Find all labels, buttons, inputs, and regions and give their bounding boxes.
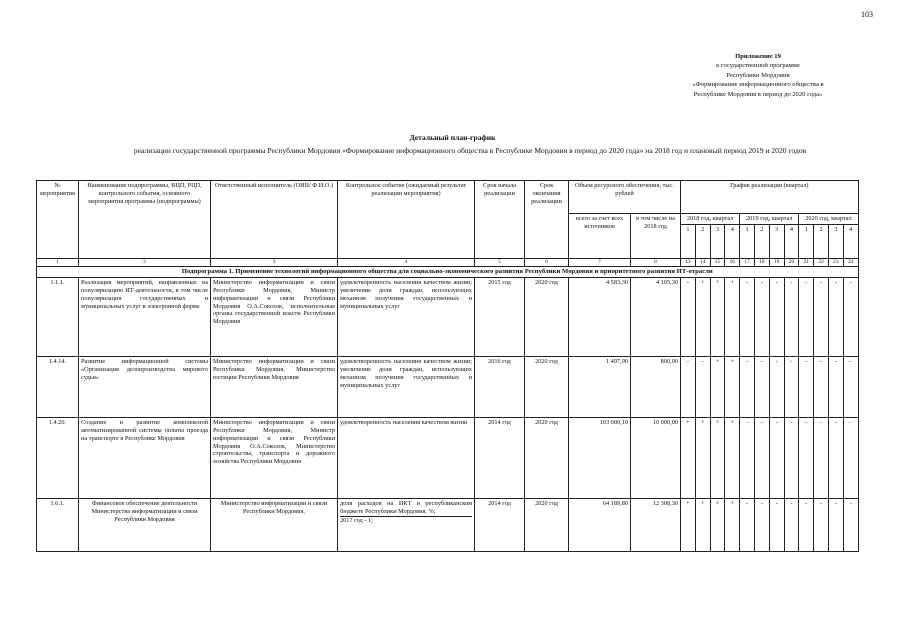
row-total: 64 189,80 xyxy=(569,498,631,551)
quarter-mark: + xyxy=(710,417,725,498)
quarter-mark: - xyxy=(740,356,755,417)
appendix-title: Приложение 19 xyxy=(735,53,781,60)
quarter-mark: - xyxy=(784,417,799,498)
header-start: Срок начала реализации xyxy=(475,181,525,259)
row-event: удовлетворенность населения качеством жизни; увеличение доли граждан, использующих механизм получения государственных и муниципальных услуг xyxy=(338,277,475,356)
quarter-mark: - xyxy=(799,356,814,417)
quarter-mark: - xyxy=(740,277,755,356)
quarter-mark: - xyxy=(843,498,858,551)
quarter-label: 4 xyxy=(784,224,799,258)
header-end: Срок окончания реализации xyxy=(525,181,569,259)
page-number: 103 xyxy=(861,10,873,19)
header-row xyxy=(37,181,859,214)
quarter-mark: - xyxy=(828,417,843,498)
quarter-mark: - xyxy=(814,356,829,417)
column-number: 20 xyxy=(784,258,799,266)
column-number: 15 xyxy=(710,258,725,266)
quarter-mark: + xyxy=(725,277,740,356)
row-2018: 10 000,00 xyxy=(631,417,681,498)
header-year-2020: 2020 год, квартал xyxy=(799,214,858,225)
quarter-mark: - xyxy=(843,417,858,498)
plan-table xyxy=(36,180,859,552)
quarter-mark: + xyxy=(695,417,710,498)
quarter-mark: - xyxy=(754,417,769,498)
header-num: № мероприятия xyxy=(37,181,79,259)
appendix-block xyxy=(663,52,853,99)
column-number: 16 xyxy=(725,258,740,266)
table-row xyxy=(37,356,859,417)
column-number: 13 xyxy=(681,258,696,266)
quarter-mark: - xyxy=(828,356,843,417)
quarter-mark: + xyxy=(681,417,696,498)
appendix-line: Республике Мордовия в период до 2020 года» xyxy=(693,90,823,98)
quarter-mark: - xyxy=(814,277,829,356)
quarter-mark: - xyxy=(799,277,814,356)
header-schedule: График реализации (квартал) xyxy=(681,181,859,214)
column-number: 4 xyxy=(338,258,475,266)
table-row xyxy=(37,417,859,498)
row-start: 2014 год xyxy=(475,498,525,551)
quarter-mark: + xyxy=(725,356,740,417)
row-start: 2015 год xyxy=(475,277,525,356)
column-number: 7 xyxy=(569,258,631,266)
row-start: 2014 год xyxy=(475,417,525,498)
row-end: 2020 год xyxy=(525,356,569,417)
quarter-mark: + xyxy=(725,417,740,498)
header-2018: в том числе на 2018 год xyxy=(631,214,681,259)
header-year-2019: 2019 год, квартал xyxy=(740,214,799,225)
header-funding: Объем ресурсного обеспечения, тыс. рублей xyxy=(569,181,681,214)
column-number: 19 xyxy=(769,258,784,266)
column-number: 6 xyxy=(525,258,569,266)
row-total: 1 497,90 xyxy=(569,356,631,417)
quarter-mark: - xyxy=(769,356,784,417)
row-exec: Министерство информатизации и связи Республики Мордовия, Министерство юстиции Республики Мордовия xyxy=(211,356,338,417)
quarter-label: 1 xyxy=(740,224,755,258)
quarter-mark: - xyxy=(784,277,799,356)
plan-title: Детальный план-график xyxy=(409,133,496,142)
column-number: 3 xyxy=(211,258,338,266)
quarter-mark: - xyxy=(799,417,814,498)
header-total: всего за счет всех источников xyxy=(569,214,631,259)
header-name: Наименование подпрограммы, ВЦП, РЦП, контрольного события, основного мероприятия программы (подпрограммы) xyxy=(79,181,211,259)
quarter-mark: - xyxy=(769,498,784,551)
quarter-label: 3 xyxy=(828,224,843,258)
quarter-mark: - xyxy=(695,356,710,417)
row-total: 4 583,30 xyxy=(569,277,631,356)
quarter-mark: - xyxy=(754,356,769,417)
quarter-mark: + xyxy=(695,498,710,551)
header-year-2018: 2018 год, квартал xyxy=(681,214,740,225)
column-number: 8 xyxy=(631,258,681,266)
row-event-text: доля расходов на ИКТ в республиканском бюджете Республики Мордовия, %; xyxy=(340,499,472,515)
quarter-mark: - xyxy=(681,277,696,356)
quarter-mark: - xyxy=(828,498,843,551)
quarter-mark: + xyxy=(710,498,725,551)
row-end: 2020 год xyxy=(525,417,569,498)
quarter-label: 3 xyxy=(710,224,725,258)
plan-subtitle: реализации государственной программы Республики Мордовия «Формирование информационного общества в Республике Мордовия в период до 2020 года» на 2018 год и плановый период 2019 и 2020 годов xyxy=(133,146,807,155)
row-name: Создание и развитие комплексной автоматизированной системы оплаты проезда на транспорте в Республике Мордовия xyxy=(79,417,211,498)
quarter-mark: - xyxy=(754,277,769,356)
quarter-mark: - xyxy=(784,498,799,551)
row-event: удовлетворенность населения качеством жизни xyxy=(338,417,475,498)
quarter-mark: - xyxy=(814,417,829,498)
quarter-label: 2 xyxy=(695,224,710,258)
row-name: Развитие информационной системы «Организация делопроизводства мирового судьи» xyxy=(79,356,211,417)
table-row xyxy=(37,277,859,356)
quarter-label: 2 xyxy=(814,224,829,258)
header-event: Контрольное событие (ожидаемый результат реализации мероприятия) xyxy=(338,181,475,259)
quarter-mark: + xyxy=(710,356,725,417)
row-exec: Министерство информатизации и связи Республики Мордовия, Министр информатизации и связи Республики Мордовия О.А.Соколов, Министерство строительства, транспорта и дорожного хозяйства Республики Мордовия xyxy=(211,417,338,498)
column-number: 5 xyxy=(475,258,525,266)
row-total: 103 000,10 xyxy=(569,417,631,498)
quarter-mark: - xyxy=(843,277,858,356)
quarter-mark: + xyxy=(710,277,725,356)
column-number: 17 xyxy=(740,258,755,266)
column-number-row xyxy=(37,258,859,266)
table-row xyxy=(37,498,859,551)
column-number: 23 xyxy=(828,258,843,266)
quarter-mark: - xyxy=(843,356,858,417)
quarter-mark: + xyxy=(695,277,710,356)
appendix-line: к государственной программе xyxy=(716,62,800,70)
row-exec: Министерство информатизации и связи Республики Мордовия, xyxy=(211,498,338,551)
row-2018: 4 105,30 xyxy=(631,277,681,356)
subprogram-title: Подпрограмма 1. Применение технологий информационного общества для социально-экономического развития Республики Мордовия и приоритетного развития ИТ-отрасли xyxy=(37,266,859,277)
row-end: 2020 год xyxy=(525,498,569,551)
column-number: 18 xyxy=(754,258,769,266)
quarter-label: 2 xyxy=(754,224,769,258)
quarter-mark: - xyxy=(799,498,814,551)
column-number: 21 xyxy=(799,258,814,266)
quarter-mark: - xyxy=(784,356,799,417)
quarter-mark: - xyxy=(814,498,829,551)
header-exec: Ответственный исполнитель (ОИВ/ Ф.И.О.) xyxy=(211,181,338,259)
quarter-mark: - xyxy=(740,498,755,551)
row-end: 2020 год xyxy=(525,277,569,356)
row-num: 1.4.20. xyxy=(37,417,79,498)
quarter-mark: - xyxy=(769,277,784,356)
row-event xyxy=(338,498,475,551)
quarter-mark: - xyxy=(681,356,696,417)
row-num: 1.1.1. xyxy=(37,277,79,356)
row-name: Финансовое обеспечение деятельности Министерства информатизации и связи Республики Мордовия xyxy=(79,498,211,551)
column-number: 2 xyxy=(79,258,211,266)
quarter-mark: - xyxy=(769,417,784,498)
quarter-label: 4 xyxy=(725,224,740,258)
row-num: 1.6.1. xyxy=(37,498,79,551)
quarter-label: 3 xyxy=(769,224,784,258)
column-number: 22 xyxy=(814,258,829,266)
row-2018: 12 308,30 xyxy=(631,498,681,551)
quarter-mark: - xyxy=(740,417,755,498)
quarter-label: 4 xyxy=(843,224,858,258)
row-name: Реализация мероприятий, направленных на популяризацию ИТ-деятельности, в том числе популяризация государственных и муниципальных услуг в электронной форме xyxy=(79,277,211,356)
row-2018: 800,00 xyxy=(631,356,681,417)
quarter-mark: + xyxy=(681,498,696,551)
appendix-line: Республики Мордовия xyxy=(726,71,790,79)
column-number: 1 xyxy=(37,258,79,266)
quarter-label: 1 xyxy=(681,224,696,258)
row-num: 1.4.14. xyxy=(37,356,79,417)
quarter-mark: - xyxy=(828,277,843,356)
row-event: удовлетворенность населения качеством жизни; увеличение доли граждан, использующих механизм получения государственных и муниципальных услуг xyxy=(338,356,475,417)
column-number: 24 xyxy=(843,258,858,266)
column-number: 14 xyxy=(695,258,710,266)
row-start: 2016 год xyxy=(475,356,525,417)
row-exec: Министерство информатизации и связи Республики Мордовия, Министр информатизации и связи Республики Мордовия О.А.Соколов, исполнительные органы государственной власти Республики Мордовия xyxy=(211,277,338,356)
quarter-mark: + xyxy=(725,498,740,551)
quarter-label: 1 xyxy=(799,224,814,258)
appendix-line: «Формирование информационного общества в xyxy=(692,81,824,89)
subprogram-row xyxy=(37,266,859,277)
quarter-mark: - xyxy=(754,498,769,551)
row-event-target: 2017 год - 1; xyxy=(340,516,373,524)
